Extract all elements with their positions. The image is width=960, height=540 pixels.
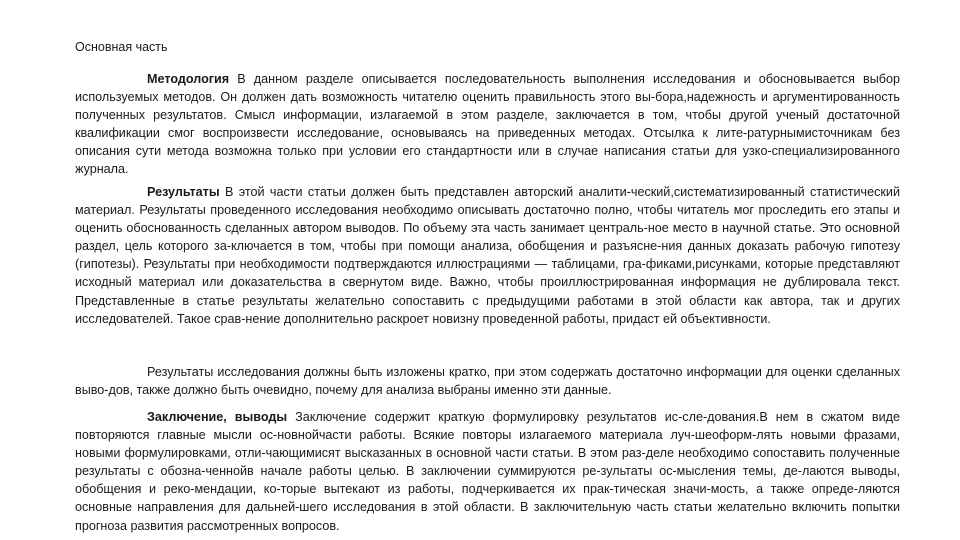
paragraph-methodology-text: В данном разделе описывается последовательность выполнения исследования и обосновывается выбор используемых методов. Он должен дать возможность читателю оценить правильность этого вы-бора,надежность и аргументированность полученных результатов. Смысл информации, излагаемой в этом разделе, заключается в том, чтобы другой ученый достаточной квалификации смог воспроизвести исследование, основываясь на приведенных методах. Отсылка к лите-ратурнымисточникам без описания сути метода возможна только при условии его стандартности или в случае написания статьи для узко-специализированного журнала. (75, 72, 900, 177)
paragraph-results-text: В этой части статьи должен быть представлен авторский аналити-ческий,систематизированный статистический материал. Результаты проведенного исследования необходимо описывать достаточно полно, чтобы читатель мог проследить его этапы и оценить обоснованность сделанных автором выводов. По объему эта часть занимает централь-ное место в научной статье. Это основной раздел, цель которого за-ключается в том, чтобы при помощи анализа, обобщения и разъясне-ния данных доказать рабочую гипотезу (гипотезы). Результаты при необходимости подтверждаются иллюстрациями — таблицами, гра-фиками,рисунками, которые представляют исходный материал или доказательства в свернутом виде. Важно, чтобы проиллюстрированная информация не дублировала текст. Представленные в статье результаты желательно сопоставить с предыдущими работами в этой области как автора, так и других исследователей. Такое срав-нение дополнительно раскроет новизну проведенной работы, придаст ей объективности. (75, 185, 900, 326)
term-methodology: Методология (147, 72, 230, 86)
term-conclusion: Заключение, выводы (147, 410, 288, 424)
paragraph-results-summary (75, 363, 900, 399)
paragraph-results (75, 183, 900, 328)
paragraph-methodology (75, 70, 900, 179)
paragraph-results-summary-text: Результаты исследования должны быть изложены кратко, при этом содержать достаточно информации для оценки сделанных выво-дов, также должно быть очевидно, почему для анализа выбраны именно эти данные. (75, 365, 900, 398)
term-results: Результаты (147, 185, 220, 199)
section-heading: Основная часть (75, 40, 168, 54)
paragraph-conclusion (75, 408, 900, 535)
paragraph-conclusion-text: Заключение содержит краткую формулировку результатов ис-сле-дования.В нем в сжатом виде повторяются главные мысли ос-новнойчасти работы. Всякие повторы излагаемого материала луч-шеоформ-лять новыми фразами, новыми формулировками, отли-чающимисят высказанных в основной части статьи. В этом раз-деле необходимо сопоставить полученные результаты с обозна-ченнойв начале работы целью. В заключении суммируются ре-зультаты ос-мысления темы, де-лаются выводы, обобщения и реко-мендации, ко-торые вытекают из работы, подчеркивается их прак-тическая значи-мость, а также опреде-ляются основные направления для дальней-шего исследования в этой области. В заключительную часть статьи желательно включить попытки прогноза развития рассмотренных вопросов. (75, 410, 900, 533)
